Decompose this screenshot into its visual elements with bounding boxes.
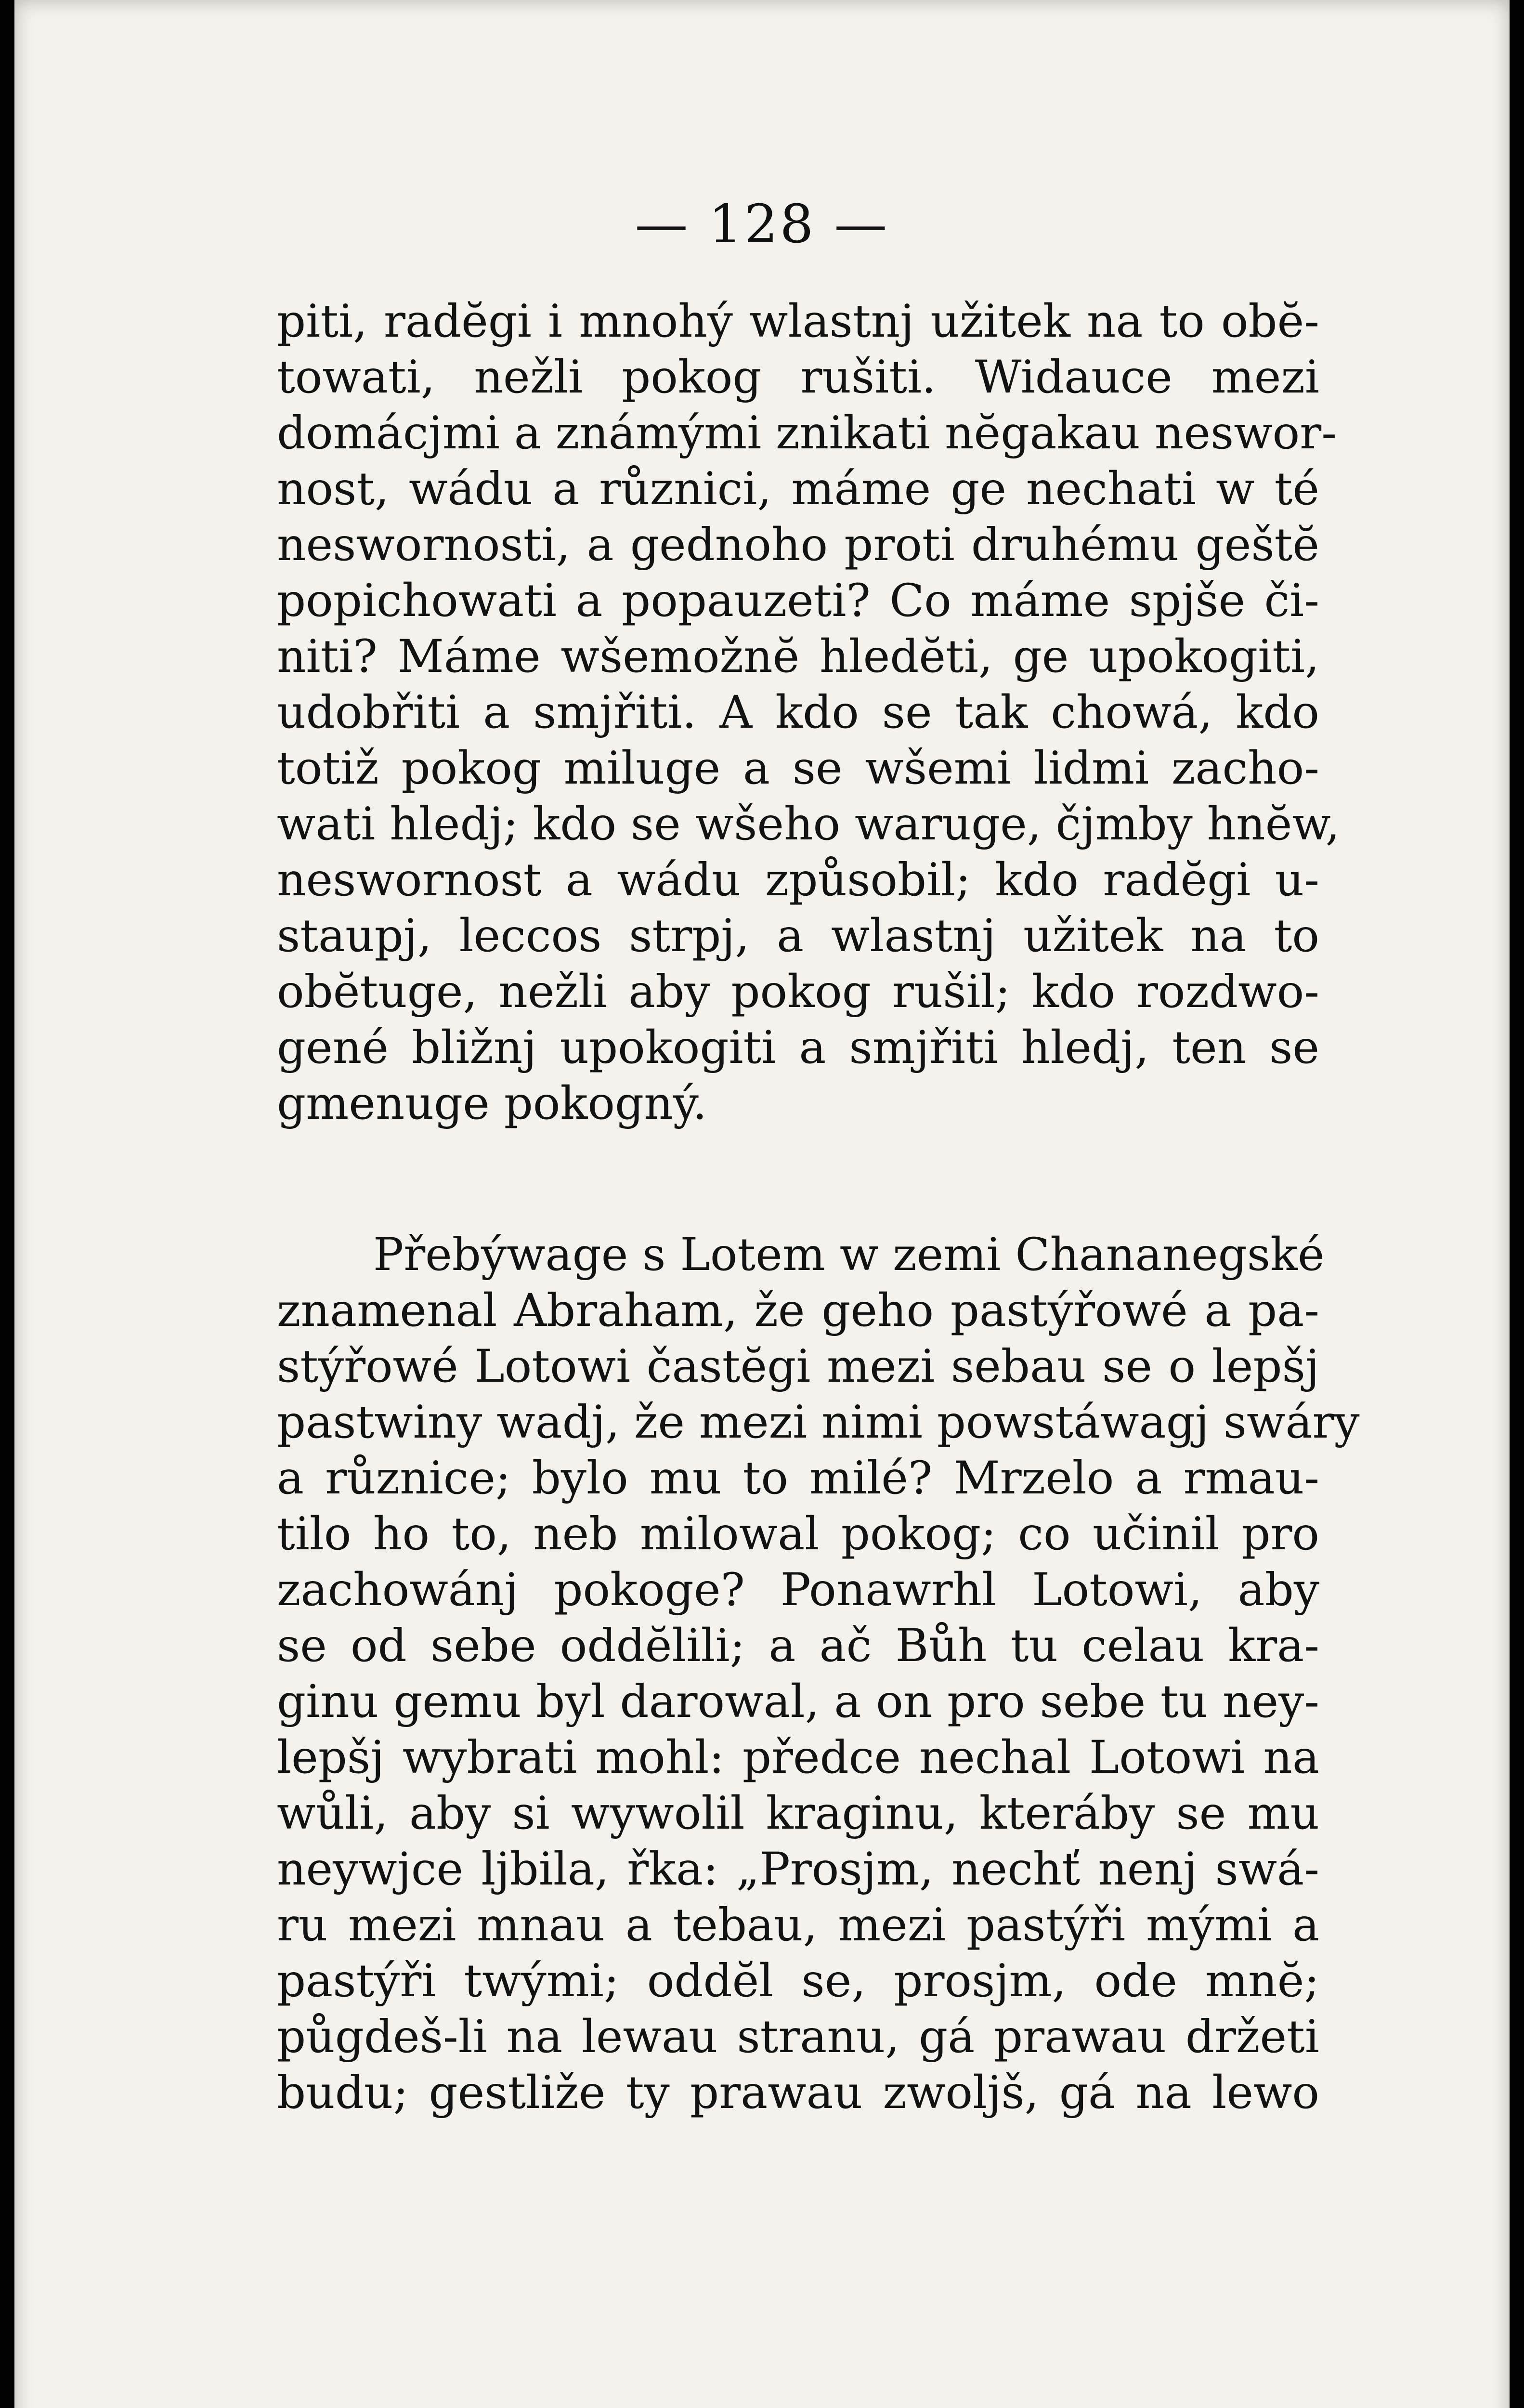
book-page	[14, 0, 1510, 2408]
text-line: Přebýwage s Lotem w zemi Chananegské	[373, 1229, 1325, 1281]
text-line: lepšj wybrati mohl: předce nechal Lotowi na	[277, 1731, 1319, 1784]
text-line: pastýři twými; oddĕl se, prosjm, ode mnĕ;	[277, 1955, 1319, 2007]
text-line: towati, nežli pokog rušiti. Widauce mezi	[277, 351, 1319, 404]
text-line: popichowati a popauzeti? Co máme spjše či-	[277, 575, 1319, 627]
text-line: tilo ho to, neb milowal pokog; co učinil pro	[277, 1508, 1319, 1560]
text-line: obĕtuge, nežli aby pokog rušil; kdo rozdwo-	[277, 966, 1319, 1018]
text-line: wati hledj; kdo se wšeho waruge, čjmby hnĕw,	[277, 798, 1340, 851]
page-number: — 128 —	[635, 193, 889, 255]
text-line: budu; gestliže ty prawau zwoljš, gá na lewo	[277, 2067, 1319, 2119]
paragraph-2	[277, 1227, 1360, 2121]
text-line: a různice; bylo mu to milé? Mrzelo a rmau-	[277, 1452, 1319, 1505]
text-line: gmenuge pokogný.	[277, 1077, 707, 1130]
text-line: stýřowé Lotowi častĕgi mezi sebau se o lepšj	[277, 1340, 1319, 1393]
text-line: zachowánj pokoge? Ponawrhl Lotowi, aby	[277, 1564, 1319, 1616]
paragraph-1	[277, 294, 1340, 1132]
text-line: staupj, leccos strpj, a wlastnj užitek na to	[277, 910, 1319, 962]
text-line: neywjce ljbila, řka: „Prosjm, nechť nenj swá-	[277, 1843, 1319, 1896]
text-line: niti? Máme wšemožnĕ hledĕti, ge upokogiti,	[277, 630, 1319, 683]
text-line: domácjmi a známými znikati nĕgakau neswor-	[277, 407, 1337, 459]
text-line: nost, wádu a různici, máme ge nechati w té	[277, 463, 1319, 515]
text-line: gené bližnj upokogiti a smjřiti hledj, ten se	[277, 1021, 1319, 1074]
text-line: udobřiti a smjřiti. A kdo se tak chowá, kdo	[277, 686, 1319, 739]
text-line: totiž pokog miluge a se wšemi lidmi zacho-	[277, 742, 1319, 795]
text-line: se od sebe oddĕlili; a ač Bůh tu celau kra-	[277, 1620, 1319, 1672]
text-line: znamenal Abraham, že geho pastýřowé a pa-	[277, 1284, 1319, 1337]
text-line: piti, radĕgi i mnohý wlastnj užitek na to obĕ-	[277, 295, 1319, 348]
text-line: wůli, aby si wywolil kraginu, kteráby se mu	[277, 1787, 1319, 1840]
text-line: neswornosti, a gednoho proti druhému geštĕ	[277, 519, 1319, 571]
text-line: ru mezi mnau a tebau, mezi pastýři mými a	[277, 1899, 1319, 1951]
text-line: pastwiny wadj, že mezi nimi powstáwagj swáry	[277, 1396, 1360, 1449]
text-line: půgdeš-li na lewau stranu, gá prawau držeti	[277, 2011, 1319, 2063]
text-line: ginu gemu byl darowal, a on pro sebe tu ney-	[277, 1675, 1319, 1728]
text-line: neswornost a wádu způsobil; kdo radĕgi u-	[277, 854, 1319, 906]
